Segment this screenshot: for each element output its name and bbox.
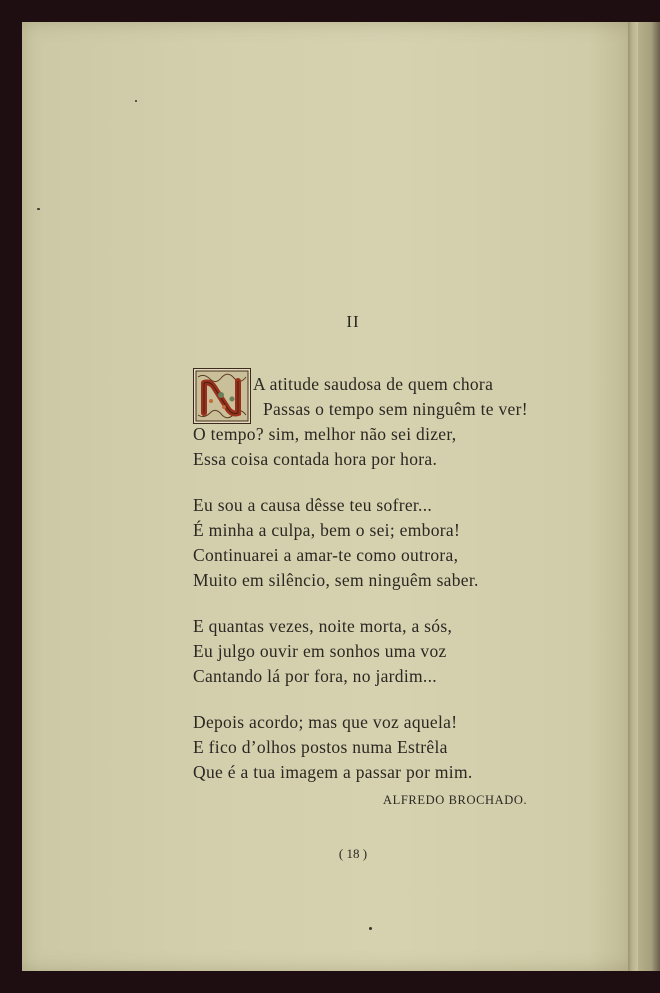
facing-page-edge (638, 22, 660, 971)
poem-line: Cantando lá por fora, no jardim... (193, 666, 437, 686)
poem-line: Eu sou a causa dêsse teu sofrer... (193, 495, 433, 515)
page-number: ( 18 ) (338, 846, 368, 861)
poem-line: E fico d’olhos postos numa Estrêla (193, 737, 448, 757)
poem-stanza (193, 372, 528, 472)
poem-line: Depois acordo; mas que voz aquela! (193, 712, 458, 732)
paper-speck (369, 927, 372, 930)
paper-speck (37, 208, 40, 210)
poem-line: Passas o tempo sem ninguêm te ver! (263, 399, 528, 419)
poem-line: É minha a culpa, bem o sei; embora! (193, 520, 461, 540)
poem-line: Que é a tua imagem a passar por mim. (193, 762, 473, 782)
poem-body (193, 372, 528, 806)
poem-line: A atitude saudosa de quem chora (253, 374, 494, 394)
poem-stanza (193, 710, 528, 785)
author-signature: ALFREDO BROCHADO. (383, 793, 528, 807)
poem-line: E quantas vezes, noite morta, a sós, (193, 616, 453, 636)
poem-stanza (193, 493, 528, 593)
book-gutter (628, 22, 638, 971)
poem-stanza (193, 614, 528, 689)
poem-line: Eu julgo ouvir em sonhos uma voz (193, 641, 447, 661)
poem-line: O tempo? sim, melhor não sei dizer, (193, 424, 457, 444)
section-numeral: II (346, 312, 360, 331)
poem-line: Continuarei a amar-te como outrora, (193, 545, 459, 565)
paper-speck (135, 100, 137, 102)
poem-line: Muito em silêncio, sem ninguêm saber. (193, 570, 479, 590)
poem-line: Essa coisa contada hora por hora. (193, 449, 438, 469)
